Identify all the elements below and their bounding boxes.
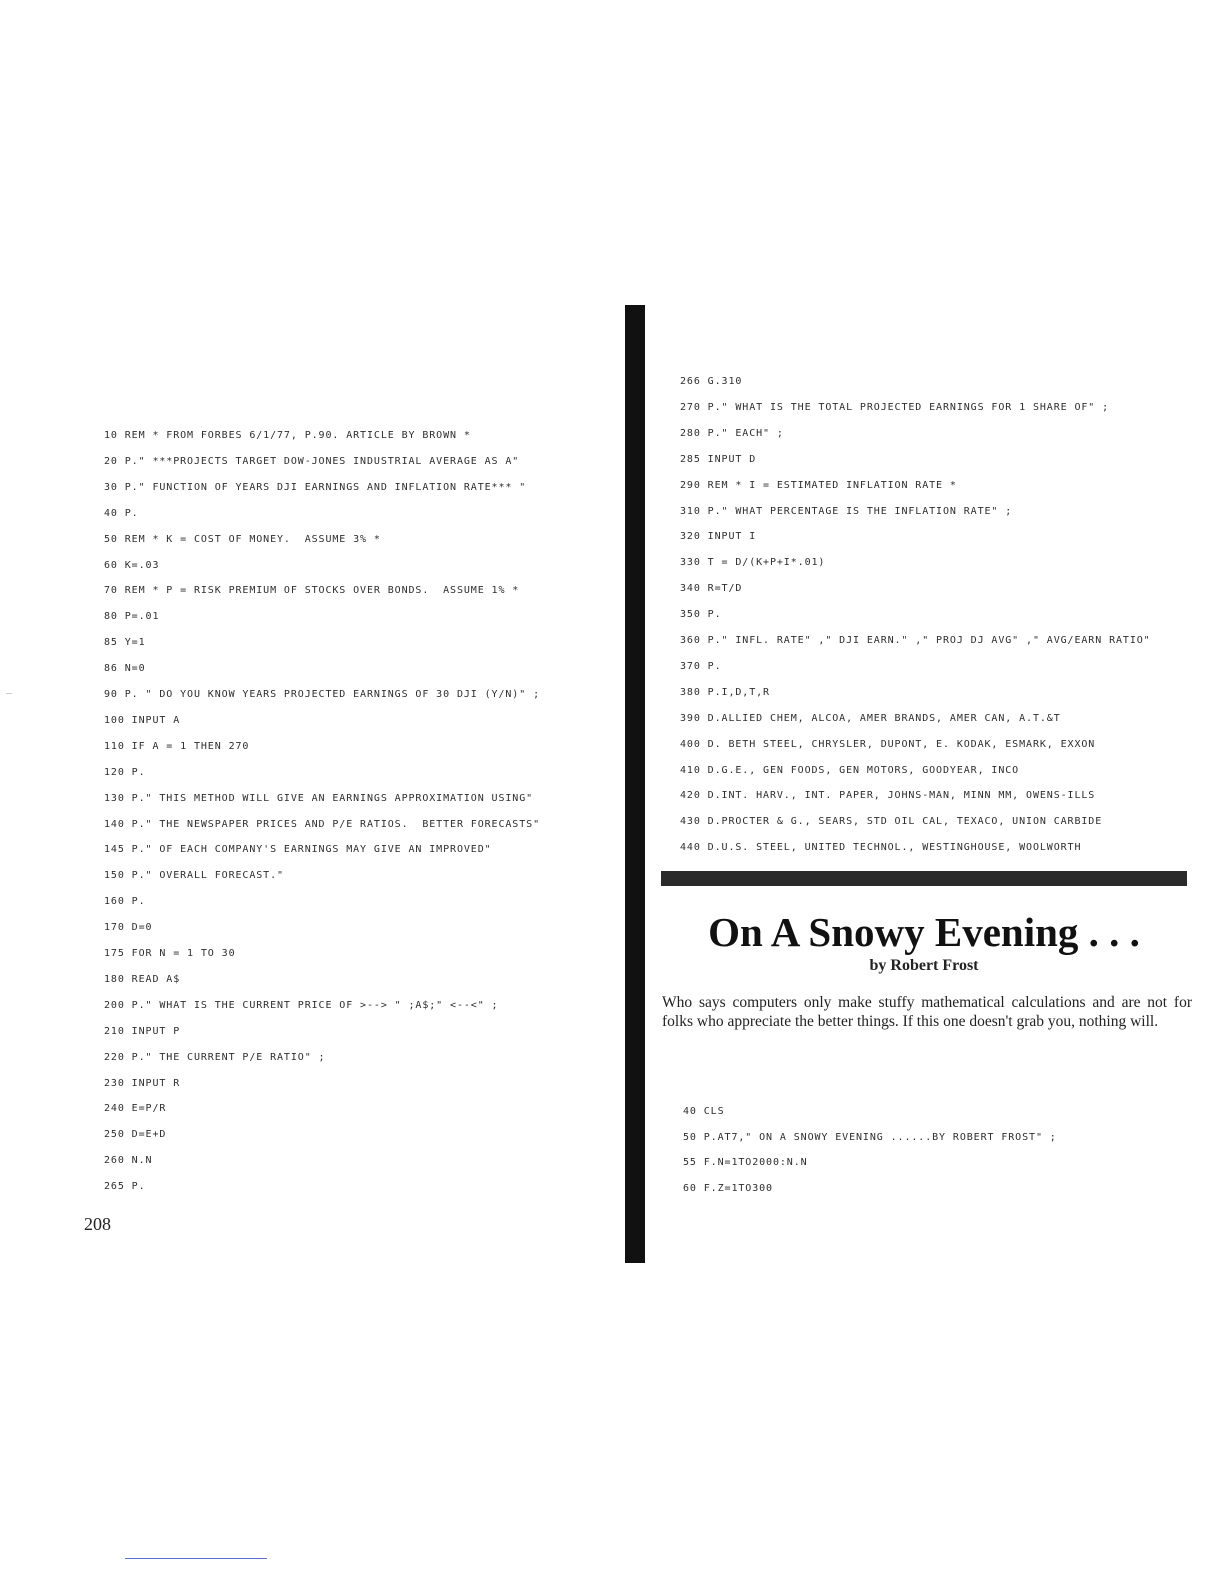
article-title: On A Snowy Evening . . .: [708, 909, 1140, 955]
code-line: 10 REM * FROM FORBES 6/1/77, P.90. ARTICLE BY BROWN *: [104, 430, 471, 441]
code-line: 265 P.: [104, 1181, 146, 1193]
code-line: 280 P." EACH" ;: [680, 427, 784, 439]
code-line: 175 FOR N = 1 TO 30: [104, 948, 236, 959]
code-line: 340 R=T/D: [680, 583, 743, 595]
code-line: 430 D.PROCTER & G., SEARS, STD OIL CAL, TEXACO, UNION CARBIDE: [680, 816, 1103, 828]
code-line: 420 D.INT. HARV., INT. PAPER, JOHNS-MAN, MINN MM, OWENS-ILLS: [680, 790, 1096, 802]
footer-rule: [125, 1558, 267, 1559]
code-line: 170 D=0: [104, 922, 153, 934]
code-line: 360 P." INFL. RATE" ," DJI EARN." ," PROJ DJ AVG" ," AVG/EARN RATIO": [680, 635, 1151, 646]
code-line: 40 P.: [104, 507, 139, 519]
code-line: 380 P.I,D,T,R: [680, 686, 770, 698]
code-line: 160 P.: [104, 896, 146, 908]
code-line: 130 P." THIS METHOD WILL GIVE AN EARNINGS APPROXIMATION USING": [104, 792, 534, 804]
code-line: 290 REM * I = ESTIMATED INFLATION RATE *: [680, 479, 957, 491]
code-line: 260 N.N: [104, 1155, 153, 1167]
code-line: 40 CLS: [683, 1106, 725, 1117]
code-line: 30 P." FUNCTION OF YEARS DJI EARNINGS AND INFLATION RATE*** ": [104, 481, 527, 493]
code-line: 285 INPUT D: [680, 453, 757, 465]
code-line: 85 Y=1: [104, 637, 146, 649]
code-line: 20 P." ***PROJECTS TARGET DOW-JONES INDUSTRIAL AVERAGE AS A": [104, 455, 520, 467]
scan-edge-mark: [6, 693, 12, 694]
code-line: 400 D. BETH STEEL, CHRYSLER, DUPONT, E. KODAK, ESMARK, EXXON: [680, 738, 1096, 750]
code-line: 230 INPUT R: [104, 1077, 181, 1089]
article-byline: by Robert Frost: [869, 957, 979, 974]
program-listing-right: [680, 376, 1200, 866]
code-line: 110 IF A = 1 THEN 270: [104, 740, 250, 752]
code-line: 150 P." OVERALL FORECAST.": [104, 870, 284, 882]
code-line: 350 P.: [680, 609, 722, 621]
code-line: 240 E=P/R: [104, 1103, 167, 1115]
code-line: 310 P." WHAT PERCENTAGE IS THE INFLATION RATE" ;: [680, 505, 1013, 517]
code-line: 440 D.U.S. STEEL, UNITED TECHNOL., WESTINGHOUSE, WOOLWORTH: [680, 842, 1082, 854]
code-line: 90 P. " DO YOU KNOW YEARS PROJECTED EARNINGS OF 30 DJI (Y/N)" ;: [104, 689, 540, 700]
code-line: 50 P.AT7," ON A SNOWY EVENING ......BY ROBERT FROST" ;: [683, 1131, 1057, 1143]
code-line: 50 REM * K = COST OF MONEY. ASSUME 3% *: [104, 533, 381, 545]
code-line: 390 D.ALLIED CHEM, ALCOA, AMER BRANDS, AMER CAN, A.T.&T: [680, 712, 1061, 724]
article-title-bar: [661, 871, 1187, 886]
code-line: 370 P.: [680, 660, 722, 672]
code-line: 120 P.: [104, 766, 146, 778]
code-line: 86 N=0: [104, 663, 146, 675]
program-listing-left: [104, 430, 604, 1200]
code-line: 55 F.N=1TO2000:N.N: [683, 1157, 808, 1168]
code-line: 330 T = D/(K+P+I*.01): [680, 557, 826, 569]
program-listing-frost: [683, 1106, 1163, 1206]
code-line: 320 INPUT I: [680, 531, 757, 543]
code-line: 266 G.310: [680, 376, 743, 387]
code-line: 60 K=.03: [104, 559, 160, 571]
column-divider: [625, 305, 645, 1263]
code-line: 250 D=E+D: [104, 1129, 167, 1141]
code-line: 200 P." WHAT IS THE CURRENT PRICE OF >--> " ;A$;" <--<" ;: [104, 999, 499, 1011]
code-line: 145 P." OF EACH COMPANY'S EARNINGS MAY GIVE AN IMPROVED": [104, 844, 492, 856]
code-line: 60 F.Z=1TO300: [683, 1182, 773, 1194]
code-line: 80 P=.01: [104, 611, 160, 623]
code-line: 140 P." THE NEWSPAPER PRICES AND P/E RATIOS. BETTER FORECASTS": [104, 818, 540, 830]
code-line: 270 P." WHAT IS THE TOTAL PROJECTED EARNINGS FOR 1 SHARE OF" ;: [680, 401, 1110, 413]
code-line: 70 REM * P = RISK PREMIUM OF STOCKS OVER BONDS. ASSUME 1% *: [104, 585, 520, 597]
article-intro: Who says computers only make stuffy mathematical calculations and are not for folks who appreciate the better things. If this one doesn't grab you, nothing will.: [662, 994, 1192, 1030]
page-number: 208: [84, 1214, 111, 1234]
code-line: 100 INPUT A: [104, 714, 181, 726]
code-line: 410 D.G.E., GEN FOODS, GEN MOTORS, GOODYEAR, INCO: [680, 764, 1020, 776]
code-line: 210 INPUT P: [104, 1025, 181, 1037]
code-line: 220 P." THE CURRENT P/E RATIO" ;: [104, 1051, 326, 1063]
code-line: 180 READ A$: [104, 973, 181, 985]
